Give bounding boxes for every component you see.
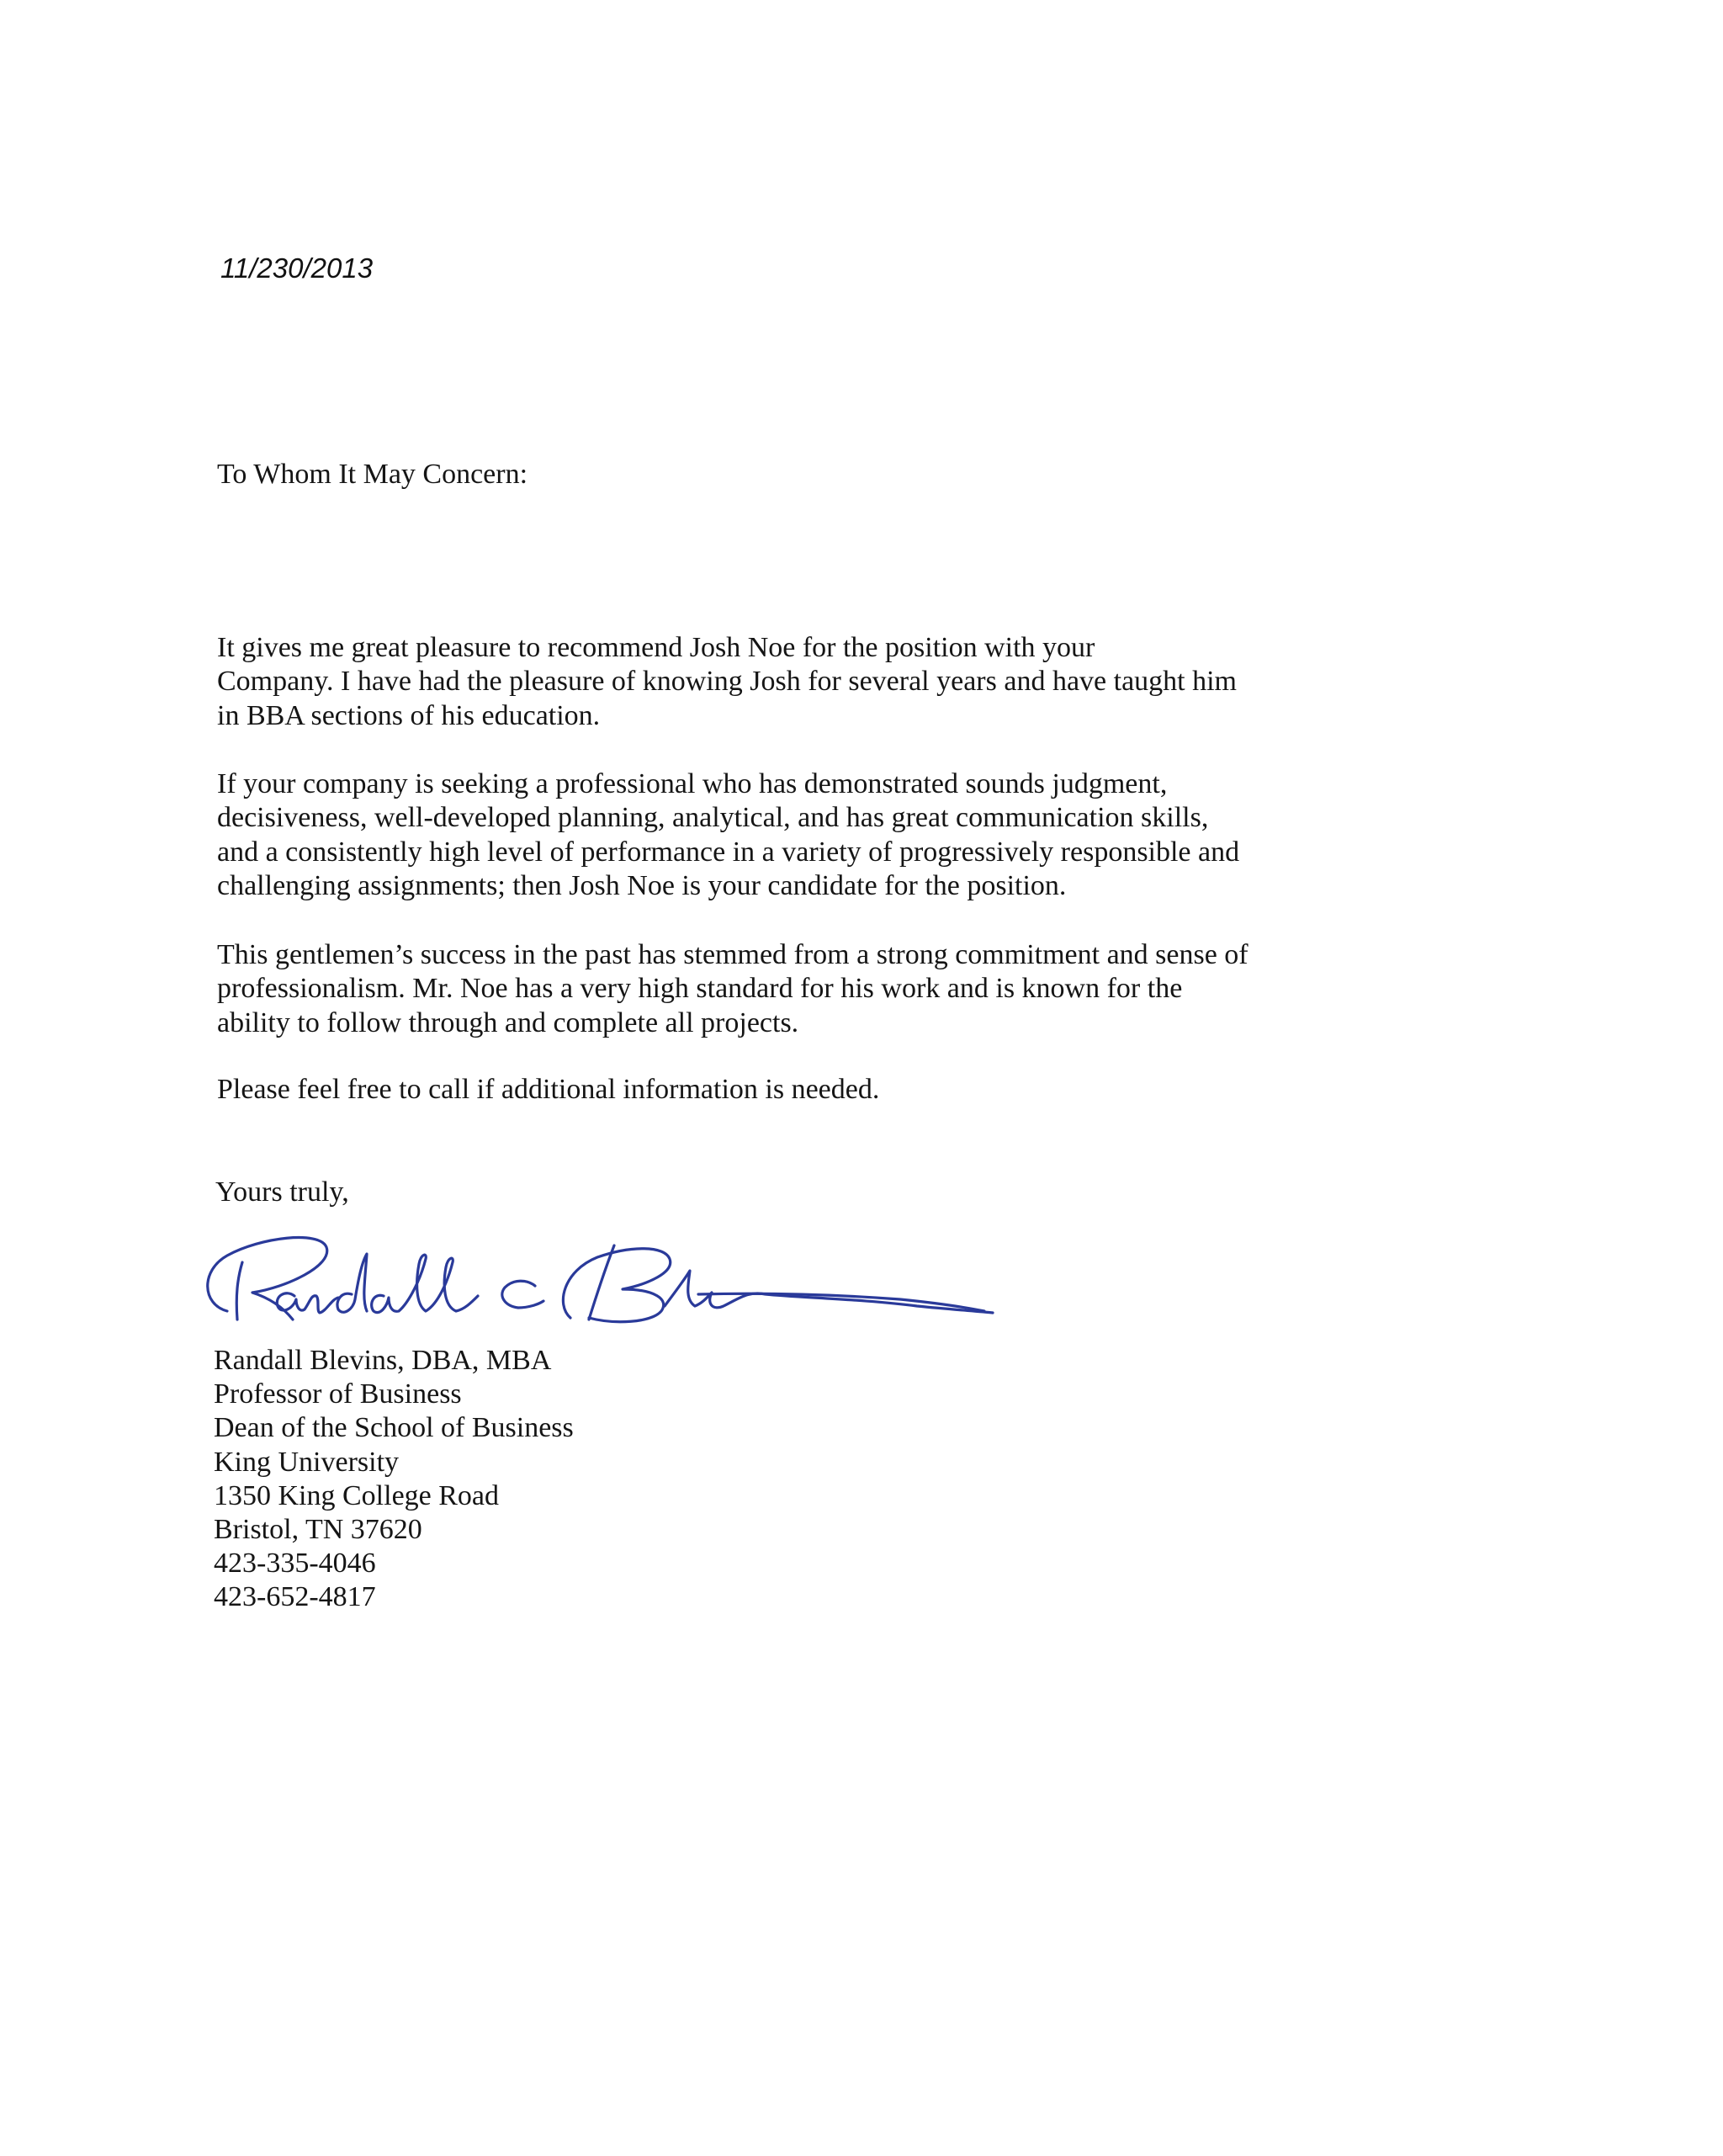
paragraph-line: professionalism. Mr. Noe has a very high standard for his work and is known for the: [217, 973, 1183, 1005]
salutation: To Whom It May Concern:: [217, 459, 528, 490]
paragraph-line: ability to follow through and complete all projects.: [217, 1006, 799, 1038]
body-paragraph-3: [217, 938, 1249, 1040]
signer-role: Dean of the School of Business: [214, 1412, 574, 1444]
phone-number: 423-335-4046: [214, 1548, 376, 1580]
paragraph-line: in BBA sections of his education.: [217, 699, 601, 731]
body-paragraph-4: [217, 1073, 879, 1107]
street-address: 1350 King College Road: [214, 1479, 500, 1511]
signer-title: Professor of Business: [214, 1378, 462, 1410]
paragraph-line: This gentlemen’s success in the past has stemmed from a strong commitment and sense of: [217, 939, 1249, 970]
city-state-zip: Bristol, TN 37620: [214, 1514, 422, 1546]
body-paragraph-1: [217, 631, 1237, 733]
handwritten-signature: [194, 1212, 1001, 1338]
signature-block: [214, 1344, 574, 1615]
paragraph-line: If your company is seeking a professional who has demonstrated sounds judgment,: [217, 768, 1168, 799]
phone-number: 423-652-4817: [214, 1581, 376, 1613]
body-paragraph-2: [217, 767, 1239, 904]
paragraph-line: Please feel free to call if additional information is needed.: [217, 1074, 880, 1105]
paragraph-line: and a consistently high level of performance in a variety of progressively responsible and: [217, 836, 1240, 868]
paragraph-line: Company. I have had the pleasure of knowing Josh for several years and have taught him: [217, 666, 1237, 698]
signer-name: Randall Blevins, DBA, MBA: [214, 1345, 552, 1376]
paragraph-line: decisiveness, well-developed planning, analytical, and has great communication skills,: [217, 802, 1209, 834]
paragraph-line: challenging assignments; then Josh Noe is your candidate for the position.: [217, 870, 1067, 902]
institution: King University: [214, 1446, 400, 1478]
closing: Yours truly,: [215, 1176, 349, 1208]
paragraph-line: It gives me great pleasure to recommend Josh Noe for the position with your: [217, 632, 1095, 663]
letter-date: 11/230/2013: [220, 252, 374, 284]
